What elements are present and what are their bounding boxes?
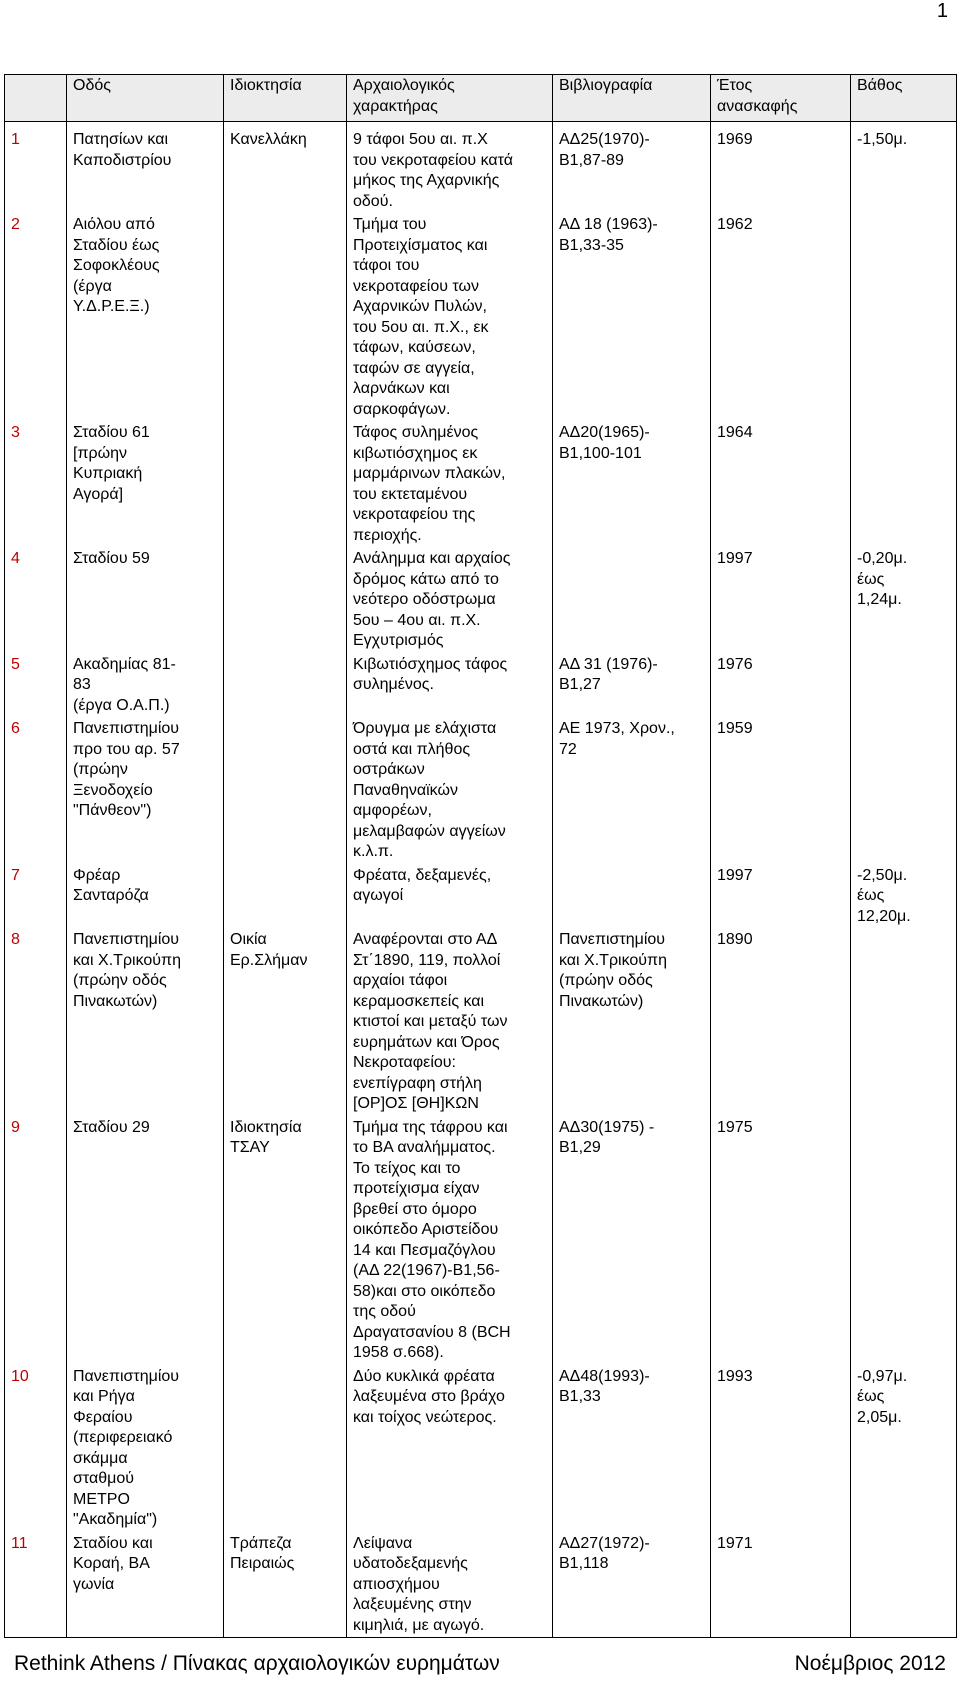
bibliography-cell: ΑΔ48(1993)- Β1,33 (553, 1365, 711, 1532)
row-number: 8 (5, 928, 67, 1116)
row-number: 11 (5, 1532, 67, 1638)
year-cell: 1959 (711, 717, 851, 864)
footer-title: Rethink Athens / Πίνακας αρχαιολογικών ευρημάτων (14, 1652, 500, 1675)
character-cell: Τάφος συλημένος κιβωτιόσχημος εκ μαρμάρινων πλακών, του εκτεταμένου νεκροταφείου της περιοχής. (347, 421, 553, 547)
table-body (5, 122, 957, 1638)
table-row (5, 1365, 957, 1532)
character-cell: Κιβωτιόσχημος τάφος συλημένος. (347, 653, 553, 718)
year-cell: 1976 (711, 653, 851, 718)
depth-cell (851, 1532, 957, 1638)
year-cell: 1997 (711, 547, 851, 653)
header-number (5, 75, 67, 122)
row-number: 3 (5, 421, 67, 547)
street-cell: Σταδίου 29 (67, 1116, 224, 1365)
row-number: 6 (5, 717, 67, 864)
bibliography-cell: ΑΔ 31 (1976)- Β1,27 (553, 653, 711, 718)
table-header-row (5, 75, 957, 122)
bibliography-cell: ΑΔ25(1970)- Β1,87-89 (553, 122, 711, 214)
owner-cell (224, 547, 347, 653)
owner-cell (224, 717, 347, 864)
character-cell: Αναφέρονται στο ΑΔ Στ΄1890, 119, πολλοί αρχαίοι τάφοι κεραμοσκεπείς και κτιστοί και μεταξύ των ευρημάτων και Όρος Νεκροταφείου: ενεπίγραφη στήλη [ΟΡ]ΟΣ [ΘΗ]ΚΩΝ (347, 928, 553, 1116)
header-year: Έτος ανασκαφής (711, 75, 851, 122)
owner-cell: Τράπεζα Πειραιώς (224, 1532, 347, 1638)
row-number: 7 (5, 864, 67, 929)
depth-cell (851, 213, 957, 421)
table-row (5, 1116, 957, 1365)
depth-cell: -0,97μ. έως 2,05μ. (851, 1365, 957, 1532)
year-cell: 1969 (711, 122, 851, 214)
character-cell: Τμήμα του Προτειχίσματος και τάφοι του νεκροταφείου των Αχαρνικών Πυλών, του 5ου αι. π.Χ., εκ τάφων, καύσεων, ταφών σε αγγεία, λαρνάκων και σαρκοφάγων. (347, 213, 553, 421)
owner-cell (224, 213, 347, 421)
row-number: 2 (5, 213, 67, 421)
year-cell: 1962 (711, 213, 851, 421)
page-number: 1 (936, 0, 948, 22)
street-cell: Αιόλου από Σταδίου έως Σοφοκλέους (έργα Υ.Δ.Ρ.Ε.Ξ.) (67, 213, 224, 421)
character-cell: Φρέατα, δεξαμενές, αγωγοί (347, 864, 553, 929)
table-row (5, 122, 957, 214)
character-cell: Τμήμα της τάφρου και το ΒΑ αναλήμματος. Το τείχος και το προτείχισμα είχαν βρεθεί στο όμορο οικόπεδο Αριστείδου 14 και Πεσμαζόγλου (ΑΔ 22(1967)-Β1,56- 58)και στο οικόπεδο της οδού Δραγατσανίου 8 (BCH 1958 σ.668). (347, 1116, 553, 1365)
owner-cell (224, 864, 347, 929)
character-cell: Όρυγμα με ελάχιστα οστά και πλήθος οστράκων Παναθηναϊκών αμφορέων, μελαμβαφών αγγείων κ.λ.π. (347, 717, 553, 864)
row-number: 4 (5, 547, 67, 653)
header-depth: Βάθος (851, 75, 957, 122)
character-cell: Δύο κυκλικά φρέατα λαξευμένα στο βράχο και τοίχος νεώτερος. (347, 1365, 553, 1532)
year-cell: 1997 (711, 864, 851, 929)
bibliography-cell (553, 547, 711, 653)
table-row (5, 421, 957, 547)
street-cell: Ακαδημίας 81- 83 (έργα Ο.Α.Π.) (67, 653, 224, 718)
bibliography-cell: ΑΔ27(1972)- Β1,118 (553, 1532, 711, 1638)
bibliography-cell: ΑΔ30(1975) - Β1,29 (553, 1116, 711, 1365)
row-number: 1 (5, 122, 67, 214)
table-row (5, 653, 957, 718)
depth-cell (851, 717, 957, 864)
findings-table (4, 74, 957, 1638)
table-row (5, 928, 957, 1116)
street-cell: Σταδίου 61 [πρώην Κυπριακή Αγορά] (67, 421, 224, 547)
year-cell: 1890 (711, 928, 851, 1116)
year-cell: 1993 (711, 1365, 851, 1532)
street-cell: Πατησίων και Καποδιστρίου (67, 122, 224, 214)
table-row (5, 1532, 957, 1638)
street-cell: Πανεπιστημίου και Ρήγα Φεραίου (περιφερειακό σκάμμα σταθμού ΜΕΤΡΟ "Ακαδημία") (67, 1365, 224, 1532)
depth-cell (851, 653, 957, 718)
street-cell: Σταδίου 59 (67, 547, 224, 653)
depth-cell (851, 1116, 957, 1365)
row-number: 5 (5, 653, 67, 718)
footer-date: Νοέμβριος 2012 (794, 1652, 946, 1675)
street-cell: Σταδίου και Κοραή, ΒΑ γωνία (67, 1532, 224, 1638)
header-character: Αρχαιολογικός χαρακτήρας (347, 75, 553, 122)
year-cell: 1971 (711, 1532, 851, 1638)
year-cell: 1964 (711, 421, 851, 547)
character-cell: Λείψανα υδατοδεξαμενής απιοσχήμου λαξευμένης στην κιμηλιά, με αγωγό. (347, 1532, 553, 1638)
bibliography-cell: ΑΕ 1973, Χρον., 72 (553, 717, 711, 864)
owner-cell: Κανελλάκη (224, 122, 347, 214)
header-street: Οδός (67, 75, 224, 122)
table-row (5, 547, 957, 653)
character-cell: 9 τάφοι 5ου αι. π.Χ του νεκροταφείου κατά μήκος της Αχαρνικής οδού. (347, 122, 553, 214)
depth-cell: -1,50μ. (851, 122, 957, 214)
header-owner: Ιδιοκτησία (224, 75, 347, 122)
bibliography-cell: Πανεπιστημίου και Χ.Τρικούπη (πρώην οδός Πινακωτών) (553, 928, 711, 1116)
owner-cell (224, 421, 347, 547)
owner-cell: Οικία Ερ.Σλήμαν (224, 928, 347, 1116)
table-row (5, 864, 957, 929)
year-cell: 1975 (711, 1116, 851, 1365)
bibliography-cell: ΑΔ 18 (1963)- Β1,33-35 (553, 213, 711, 421)
bibliography-cell (553, 864, 711, 929)
owner-cell (224, 653, 347, 718)
bibliography-cell: ΑΔ20(1965)- Β1,100-101 (553, 421, 711, 547)
depth-cell (851, 421, 957, 547)
row-number: 9 (5, 1116, 67, 1365)
owner-cell (224, 1365, 347, 1532)
owner-cell: Ιδιοκτησία ΤΣΑΥ (224, 1116, 347, 1365)
character-cell: Ανάλημμα και αρχαίος δρόμος κάτω από το νεότερο οδόστρωμα 5ου – 4ου αι. π.Χ. Εγχυτρισμός (347, 547, 553, 653)
depth-cell: -2,50μ. έως 12,20μ. (851, 864, 957, 929)
street-cell: Πανεπιστημίου προ του αρ. 57 (πρώην Ξενοδοχείο "Πάνθεον") (67, 717, 224, 864)
depth-cell (851, 928, 957, 1116)
depth-cell: -0,20μ. έως 1,24μ. (851, 547, 957, 653)
street-cell: Φρέαρ Σανταρόζα (67, 864, 224, 929)
table-row (5, 717, 957, 864)
table-row (5, 213, 957, 421)
row-number: 10 (5, 1365, 67, 1532)
street-cell: Πανεπιστημίου και Χ.Τρικούπη (πρώην οδός Πινακωτών) (67, 928, 224, 1116)
header-bibliography: Βιβλιογραφία (553, 75, 711, 122)
